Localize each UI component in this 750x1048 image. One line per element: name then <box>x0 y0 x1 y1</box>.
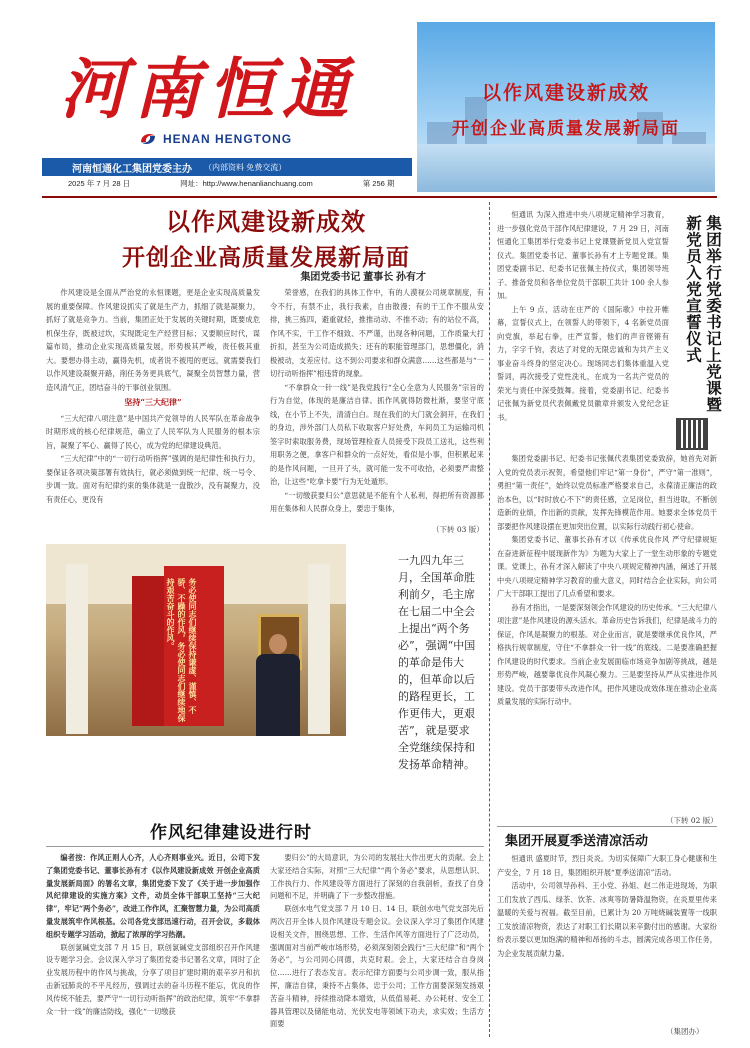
website-link[interactable]: 网址：http://www.henanlianchuang.com <box>180 179 313 188</box>
photo-pillar <box>66 564 88 734</box>
right-paragraph: 活动中，公司领导孙科、王小党、孙姐、赵二伟走进现场，为职工们发放了西瓜、绿茶、饮茶、冰爽等防暑降温物资，在炎夏里传来温暖的关爱与祝福。截至目前，已累计为 20 万吨烧碱装置等一线职工发放清凉物资，表达了对职工们长期以来辛勤付出的感谢。大家纷纷表示要以更加饱满的精神和昂扬的斗志，圆满完成各项工作任务，为企业发展贡献力量。 <box>497 881 717 958</box>
lead-title-line-1: 以作风建设新成效 <box>166 207 366 236</box>
brand-title: 河南恒通 <box>60 50 356 128</box>
lead-paragraph: “三大纪律八项注意”是中国共产党领导的人民军队在革命战争时期形成的核心纪律规范，确立了人民军队为人民服务的根本宗旨，凝聚了军心、赢得了民心，成为党的纪律建设典范。 <box>46 413 260 450</box>
banner-line-1: 以作风建设新成效 <box>481 82 650 104</box>
header-banner <box>417 22 715 192</box>
sponsor-text: 河南恒通化工集团党委主办 <box>72 163 192 175</box>
right-vertical-title: 集团举行党委书记上党课暨新党员入党宣誓仪式 <box>684 215 723 413</box>
lead-paragraph: 作风建设是全面从严治党的永恒课题，更是企业实现高质量发展的重要保障。作风建设抓实了就是生产力，抓细了就是凝聚力，抓好了就是竞争力。当前，集团正处于发展的关键时期，既要成危机保生存，既被过坎，实现既定生产经营目标；又要顺应时代，谋篇布局，推动企业实现高质量发展，形势极其严峻，责任极其重大。要想办得主动，赢得先机，成者说不被甩的更远，就需要我们以作风建设凝聚开路，削任务务更具底气，凝聚全员智慧力量，营造风清气正，团结奋斗的干事创业氛围。 <box>46 288 260 392</box>
issue-info <box>42 178 412 192</box>
right-paragraph: 上午 9 点，活动在庄严的《国际歌》中拉开帷幕，宣誓仪式上，在领誓人的带领下，4 名新党员面向党旗，举起右拳，庄严宣誓，他们的声音铿锵有力，字字千钧，表达了对党的无限忠诚和为共产主义事业奋斗终身的坚定决心。现场同志们集体重温入党誓词，再次接受了党性洗礼，在成为一名共产党员的荣光与责任中深受鼓舞。接着，党委副书记、纪委书记张佩为新党员代表佩戴党员徽章并颁发入党纪念证书。 <box>497 304 669 422</box>
section2-paragraph: 联创水电气党支部 7 月 10 日、14 日，联创水电气党支部先后两次召开全体人员作风建设专题会议。会议深入学习了集团作风建设相关文件，围绕思想、工作、生活作风等方面进行了广泛动员，强调面对当前严峻市场形势，必须深刻领会践行“三大纪律”和“两个务必”，与公司同心同德，共克时艰。会上，大家还结合自身岗位……进行了表态发言。表示纪律方面要与公司步调一致，服从指挥，廉洁自律，秉持不占集体，忠于公司；工作方面要深刻发扬艰苦奋斗精神，持续推动降本增效，从低值易耗、办公耗材、安全工器具管理以及储能电动、光伏发电等领域下功夫，求实效；生活方面要 <box>270 904 484 1029</box>
section-rule <box>46 846 484 847</box>
lead-byline: 集团党委书记 董事长 孙有才 <box>300 272 426 283</box>
lead-headline <box>46 202 486 272</box>
qr-code-icon[interactable] <box>676 418 708 450</box>
section-rule <box>497 826 717 827</box>
masthead <box>42 18 412 193</box>
right-paragraph: 孙有才指出，一是要深刻领会作风建设的历史传承。“三大纪律八项注意”是作风建设的源头活水。革命历史告诉我们，纪律是战斗力的保证，作风是凝聚力的根基。对企业而言，就是要继承优良作风，严格执行规章制度，守住“不拿群众一针一线”的底线。二是要准确把握作风建设的时代要求。当前企业发展面临市场竞争加剧等挑战，越是形势严峻，越要靠优良作风凝心聚力。三是要坚持从严从实推进作风建设。党员干部要带头改进作风，把作风建设成效体现在推动企业高质量发展的实际行动中。 <box>497 602 717 706</box>
lead-paragraph: 荣誉感，在我们的具体工作中，有的人漠视公司规章制度，有令不行，有禁不止，我行我素，自由散漫；有的干工作不服从安排，挑三拣四，避重就轻，推推动动、不推不动；有的站位不高，作风不实，干工作不细致、不严谨，出现各种问题，工作质量大打折扣，甚至为公司造成损失；还有的职能管理部门，思想僵化，消极被动，支差应付。这不到公司要求和群众满意……这些都是与“一切行动听指挥”相违背的现象。 <box>270 288 484 378</box>
section-title: 集团开展夏季送清凉活动 <box>505 834 649 849</box>
banner-ground <box>417 144 715 192</box>
right-column-bottom <box>497 852 717 1022</box>
photo-person <box>256 654 300 736</box>
logo-row <box>137 128 292 150</box>
section2-column-2 <box>270 852 484 1031</box>
sponsor-note: （内部资料 免费交流） <box>204 162 287 172</box>
continued-note: （下转 03 版） <box>432 525 484 534</box>
column-divider <box>489 202 490 1037</box>
photo-pillar <box>308 564 330 734</box>
issue-date: 2025 年 7 月 28 日 <box>68 179 131 188</box>
section2-paragraph: 联创氯碱党支部 7 月 15 日，联创氯碱党支部组织召开作风建设专题学习会。会议深入学习了集团党委书记署名文章，同时了企业发展历程中的作风与挑战，分享了项目扩建时期的艰辛岁月和抗击新冠肺炎的不平凡经历，强调过去的奋斗历程不能忘，优良的作风传统不能丢，要严守“一切行动听指挥”的政治纪律，筑牢“不拿群众一针一线”的廉洁防线，强化“一切缴获 <box>46 942 260 1016</box>
lead-paragraph: “三大纪律”中的“一切行动听指挥”强调的是纪律性和执行力，要保证各项决策部署有效执行，就必须做到统一纪律、统一号令、步调一致。面对有纪律约束的集体就是一盘散沙，没有凝聚力，没有责任心，更没有 <box>46 454 260 504</box>
right-paragraph: 集团党委书记、董事长孙有才以《传承优良作风 严守纪律规矩 在奋进新征程中展现新作为》为题为大家上了一堂生动形象的专题党课。党课上，孙有才深入解读了中央八项规定精神内涵，阐述了开展中央八项规定精神学习教育的重大意义，同时结合企业实际，向公司广大干部职工提出了几点希望和要求。 <box>497 535 717 598</box>
photo-person-head <box>269 634 287 654</box>
continued-note: （下转 02 版） <box>666 816 718 825</box>
right-column-middle <box>497 452 717 816</box>
editor-note: 编者按：作风正则人心齐，人心齐则事业兴。近日，公司下发了集团党委书记、董事长孙有才《以作风建设新成效 开创企业高质量发展新局面》的署名文章，集团党委下发了《关于进一步加强作风纪律建设的实施方案》文件，动员全体干部职工坚持“三大纪律”，牢记“两个务必”，改进工作作风，汇聚智慧力量，为公司高质量发展筑牢作风根基。公司各党支部迅速行动，召开会议，多载体组织专题学习活动，掀起了浓厚的学习热潮。 <box>46 853 260 939</box>
section-title: 作风纪律建设进行时 <box>150 823 312 843</box>
lead-title-line-2: 开创企业高质量发展新局面 <box>122 244 410 271</box>
top-rule <box>42 196 717 198</box>
exhibition-photo <box>46 544 346 736</box>
lead-column-2 <box>270 286 484 516</box>
photo-wall-quote: 务必使同志们继续保持谦虚、谨慎、不骄、不躁的作风，务必使同志们继续地保持艰苦奋斗的作风。 <box>166 578 198 722</box>
lead-paragraph: “不拿群众一针一线”是我党践行“全心全意为人民服务”宗旨的行为自觉，体现的是廉洁自律。抓作风就得防微杜渐，要坚守底线，在小节上不失，清清白白。现在我们的大门就会洞开，在我们的身边，涉外部门人员私下收取客户好处费，车间员工为运输司机签字时索取服务费，现场管理检查人员接受下段员工送礼，这些利用职务之便，拿客户和群众的一点好处，看似是小事，但积累起来的是作风问题，一旦开了头，就可能一发不可收拾，必须要严肃整治，让这些“吃拿卡要”行为无处遁形。 <box>270 382 484 486</box>
banner-line-2: 开创企业高质量发展新局面 <box>452 119 680 139</box>
company-logo-icon <box>137 128 159 150</box>
issue-number: 第 256 期 <box>362 179 395 188</box>
lead-column-1 <box>46 286 260 506</box>
right-column-top <box>497 208 669 444</box>
source-note: （集团办） <box>666 1027 704 1036</box>
right-paragraph: 恒通讯 盛夏时节，烈日炎炎。为切实保障广大职工身心健康和生产安全，7 月 18 日，集团组织开展“夏季送清凉”活动。 <box>497 854 717 877</box>
lead-subhead: 坚持“三大纪律” <box>124 397 182 407</box>
right-paragraph: 恒通讯 为深入推进中央八项规定精神学习教育，进一步强化党员干部作风纪律建设，7 月 29 日，河南恒通化工集团举行党委书记上党课暨新党员入党宣誓仪式。集团党委书记、董事长孙有才上专题党课。集团党委副书记、纪委书记张佩主持仪式，集团领导班子、推备党员和各单位党员干部职工共计 100 余人参加。 <box>497 210 669 300</box>
lead-paragraph: “一切缴获要归公”意思就是不能有个人私利，得把所有资源都用在集体和人民群众身上，要忠于集体， <box>270 490 484 513</box>
sponsor-bar <box>42 158 412 176</box>
brand-english: HENAN HENGTONG <box>163 132 293 146</box>
section2-column-1 <box>46 852 260 1018</box>
photo-side-text: 一九四九年三月，全国革命胜利前夕，毛主席在七届二中全会上提出“两个务必”，强调“中国的革命是伟大的，但革命以后的路程更长，工作更伟大，更艰苦”，就是要求全党继续保持和发扬革命精神。 <box>398 554 476 771</box>
right-paragraph: 集团党委副书记、纪委书记张佩代表集团党委致辞，她首先对新入党的党员表示祝贺，希望他们牢记“第一身份”，严守“第一准则”，勇担“第一责任”，始终以党员标准严格要求自己，永葆清正廉洁的政治本色，以“时时放心不下”的责任感，立足岗位，担当进取，不断创造新的业绩，作出新的贡献，发挥先锋模范作用。她要求全体党员干部要把作风建设摆在更加突出位置，以实际行动践行初心使命。 <box>497 454 717 531</box>
section2-paragraph: 要归公”的大局意识，为公司的发展壮大作出更大的贡献。会上大家还结合实际，对照“三大纪律”“两个务必”要求，从思想认识、工作执行力、作风建设等方面进行了深刻的自我剖析，查找了自身问题和不足，并明确了下一步整改措施。 <box>270 853 484 901</box>
